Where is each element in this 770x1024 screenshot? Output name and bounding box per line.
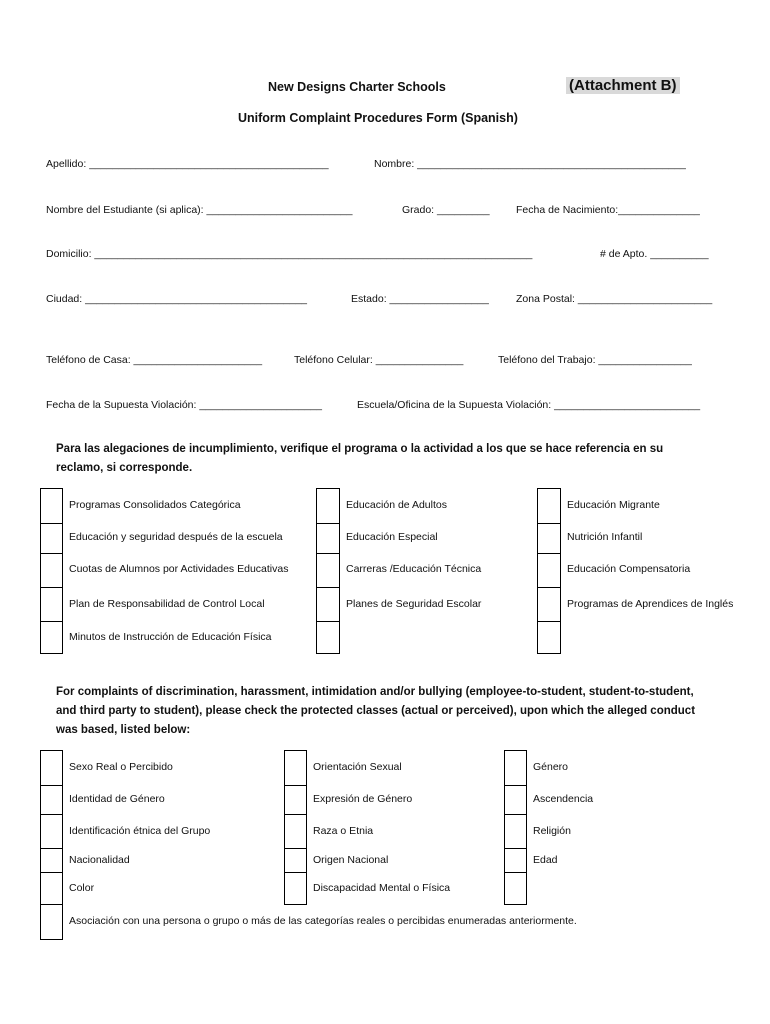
label-identificacion-etnica: Identificación étnica del Grupo [69,825,211,837]
checkbox-origen-nacional[interactable] [284,848,307,873]
checkbox-plan-responsabilidad[interactable] [40,587,63,622]
label-programas-consolidados: Programas Consolidados Categórica [69,499,241,511]
label-minutos-instruccion: Minutos de Instrucción de Educación Física [69,631,272,643]
form-title: Uniform Complaint Procedures Form (Spanish) [238,111,518,125]
checkbox-nutricion-infantil[interactable] [537,523,561,554]
label-raza-etnia: Raza o Etnia [313,825,374,837]
label-orientacion-sexual: Orientación Sexual [313,761,402,773]
label-asociacion: Asociación con una persona o grupo o más de las categorías reales o percibidas enumeradas anteriormente. [69,915,577,927]
label-ascendencia: Ascendencia [533,793,594,805]
checkbox-cuotas-alumnos[interactable] [40,553,63,588]
label-genero: Género [533,761,569,773]
checkbox-edad[interactable] [504,848,527,873]
checkbox-religion[interactable] [504,814,527,849]
checkbox-col2-empty[interactable] [316,621,340,654]
checkbox-educacion-seguridad[interactable] [40,523,63,554]
state-field[interactable]: Estado: _________________ [351,293,489,305]
checkbox-programas-consolidados[interactable] [40,488,63,524]
label-carreras-tecnica: Carreras /Educación Técnica [346,563,482,575]
birthdate-field[interactable]: Fecha de Nacimiento:______________ [516,204,700,216]
label-nacionalidad: Nacionalidad [69,854,130,866]
label-aprendices-ingles: Programas de Aprendices de Inglés [567,598,734,610]
label-edad: Edad [533,854,558,866]
zip-field[interactable]: Zona Postal: _______________________ [516,293,713,305]
home-phone-field[interactable]: Teléfono de Casa: ______________________ [46,354,263,366]
checkbox-educacion-especial[interactable] [316,523,340,554]
nombre-field[interactable]: Nombre: ______________________________________________ [374,158,686,170]
checkbox-identificacion-etnica[interactable] [40,814,63,849]
apartment-field[interactable]: # de Apto. __________ [600,248,709,260]
label-educacion-seguridad: Educación y seguridad después de la escuela [69,531,283,543]
checkbox-ascendencia[interactable] [504,785,527,815]
address-field[interactable]: Domicilio: ___________________________________________________________________________ [46,248,533,260]
label-educacion-compensatoria: Educación Compensatoria [567,563,691,575]
checkbox-color[interactable] [40,872,63,905]
checkbox-sexo-real[interactable] [40,750,63,786]
checkbox-col3-empty[interactable] [537,621,561,654]
label-expresion-genero: Expresión de Género [313,793,413,805]
checkbox-identidad-genero[interactable] [40,785,63,815]
label-religion: Religión [533,825,571,837]
cell-phone-field[interactable]: Teléfono Celular: _______________ [294,354,464,366]
label-cuotas-alumnos: Cuotas de Alumnos por Actividades Educativas [69,563,289,575]
checkbox-col3-s2-empty[interactable] [504,872,527,905]
school-name: New Designs Charter Schools [268,80,446,94]
checkbox-discapacidad[interactable] [284,872,307,905]
label-educacion-migrante: Educación Migrante [567,499,660,511]
label-nutricion-infantil: Nutrición Infantil [567,531,643,543]
checkbox-minutos-instruccion[interactable] [40,621,63,654]
label-educacion-especial: Educación Especial [346,531,438,543]
checkbox-aprendices-ingles[interactable] [537,587,561,622]
section2-intro: For complaints of discrimination, harassment, intimidation and/or bullying (employee-to-student, student-to-student, and third party to student), please check the protected classes (actual or perceived), upon which the alleged conduct was based, listed below: [56,686,696,736]
label-origen-nacional: Origen Nacional [313,854,389,866]
student-name-field[interactable]: Nombre del Estudiante (si aplica): _________________________ [46,204,353,216]
label-discapacidad: Discapacidad Mental o Física [313,882,451,894]
grade-field[interactable]: Grado: _________ [402,204,490,216]
section1-intro: Para las alegaciones de incumplimiento, verifique el programa o la actividad a los que se hace referencia en su reclamo, si corresponde. [56,443,664,474]
violation-school-field[interactable]: Escuela/Oficina de la Supuesta Violación: _________________________ [357,399,701,411]
checkbox-raza-etnia[interactable] [284,814,307,849]
label-sexo-real: Sexo Real o Percibido [69,761,173,773]
checkbox-expresion-genero[interactable] [284,785,307,815]
work-phone-field[interactable]: Teléfono del Trabajo: ________________ [498,354,692,366]
label-planes-seguridad: Planes de Seguridad Escolar [346,598,482,610]
checkbox-educacion-compensatoria[interactable] [537,553,561,588]
checkbox-carreras-tecnica[interactable] [316,553,340,588]
label-educacion-adultos: Educación de Adultos [346,499,447,511]
city-field[interactable]: Ciudad: ______________________________________ [46,293,308,305]
attachment-label: (Attachment B) [566,77,680,94]
label-color: Color [69,882,95,894]
apellido-field[interactable]: Apellido: _________________________________________ [46,158,329,170]
checkbox-nacionalidad[interactable] [40,848,63,873]
checkbox-orientacion-sexual[interactable] [284,750,307,786]
checkbox-educacion-migrante[interactable] [537,488,561,524]
checkbox-asociacion[interactable] [40,904,63,940]
checkbox-educacion-adultos[interactable] [316,488,340,524]
checkbox-genero[interactable] [504,750,527,786]
label-identidad-genero: Identidad de Género [69,793,165,805]
violation-date-field[interactable]: Fecha de la Supuesta Violación: _____________________ [46,399,322,411]
checkbox-planes-seguridad[interactable] [316,587,340,622]
label-plan-responsabilidad: Plan de Responsabilidad de Control Local [69,598,265,610]
